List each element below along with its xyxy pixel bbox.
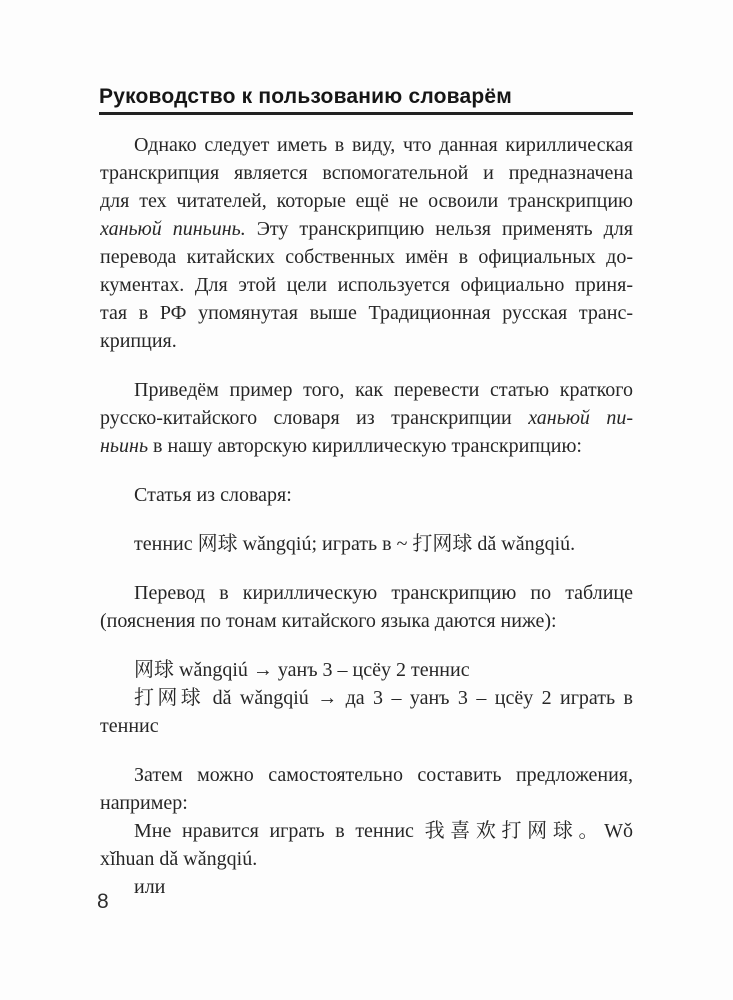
text-line: [100, 873, 633, 901]
text-line: [100, 215, 633, 243]
text-line: [100, 271, 633, 299]
text-segment: например:: [100, 792, 188, 814]
text-line: [100, 789, 633, 817]
text-line: [100, 845, 633, 873]
text-segment: теннис: [100, 715, 159, 737]
text-segment: или: [134, 876, 166, 898]
text-segment: перевода китайских собственных имён в официальных до-: [100, 246, 633, 268]
text-blocks: [100, 131, 633, 901]
dictionary-entry-label: [100, 481, 633, 509]
text-segment: Однако следует иметь в виду, что данная кириллическая: [134, 134, 633, 156]
text-line: [100, 159, 633, 187]
text-line: [100, 187, 633, 215]
italic-text-segment: ханьюй пиньинь.: [100, 218, 246, 240]
text-segment: тая в РФ упомянутая выше Традиционная русская транс-: [100, 302, 633, 324]
translation-note: [100, 579, 633, 635]
text-line: [100, 404, 633, 432]
text-segment: русско-китайского словаря из транскрипции: [100, 407, 529, 429]
dictionary-entry: [100, 530, 633, 558]
italic-text-segment: ханьюй пи-: [528, 407, 633, 429]
text-line: [100, 530, 633, 558]
text-line: [100, 327, 633, 355]
page-number: 8: [97, 890, 109, 913]
text-line: [100, 299, 633, 327]
text-segment: 打网球 dǎ wǎngqiú → да 3 – уанъ 3 – цсёу 2 играть в: [134, 687, 633, 709]
transcription-examples: [100, 656, 633, 740]
text-line: [100, 656, 633, 684]
text-line: [100, 607, 633, 635]
text-segment: Перевод в кириллическую транскрипцию по таблице: [134, 582, 633, 604]
text-line: [100, 712, 633, 740]
text-segment: для тех читателей, которые ещё не освоили транскрипцию: [100, 190, 633, 212]
text-line: [100, 817, 633, 845]
or-label: [100, 873, 633, 901]
text-segment: xǐhuan dǎ wǎngqiú.: [100, 848, 258, 870]
text-line: [100, 481, 633, 509]
text-line: [100, 432, 633, 460]
text-segment: Затем можно самостоятельно составить предложения,: [134, 764, 633, 786]
text-segment: Мне нравится играть в теннис 我喜欢打网球。Wǒ: [134, 820, 633, 842]
text-line: [100, 684, 633, 712]
text-segment: Эту транскрипцию нельзя применять для: [245, 218, 633, 240]
text-line: [100, 579, 633, 607]
page-body: [100, 131, 633, 901]
text-segment: Приведём пример того, как перевести статью краткого: [134, 379, 633, 401]
text-line: [100, 131, 633, 159]
section-header: [99, 86, 633, 115]
section-title: Руководство к пользованию словарём: [99, 85, 512, 108]
italic-text-segment: ньинь: [100, 435, 149, 457]
text-segment: (пояснения по тонам китайского языка даются ниже):: [100, 610, 557, 632]
text-segment: Статья из словаря:: [134, 484, 292, 506]
sample-sentence: [100, 817, 633, 873]
text-line: [100, 243, 633, 271]
text-segment: 网球 wǎngqiú → уанъ 3 – цсёу 2 теннис: [134, 659, 470, 681]
text-segment: транскрипция является вспомогательной и предназначена: [100, 162, 633, 184]
text-line: [100, 761, 633, 789]
text-segment: кументах. Для этой цели используется официально приня-: [100, 274, 633, 296]
text-segment: в нашу авторскую кириллическую транскрипцию:: [148, 435, 582, 457]
intro-paragraph: [100, 131, 633, 355]
sentence-intro: [100, 761, 633, 817]
text-line: [100, 376, 633, 404]
text-segment: теннис 网球 wǎngqiú; играть в ~ 打网球 dǎ wǎngqiú.: [134, 533, 576, 555]
example-intro-paragraph: [100, 376, 633, 460]
text-segment: крипция.: [100, 330, 177, 352]
